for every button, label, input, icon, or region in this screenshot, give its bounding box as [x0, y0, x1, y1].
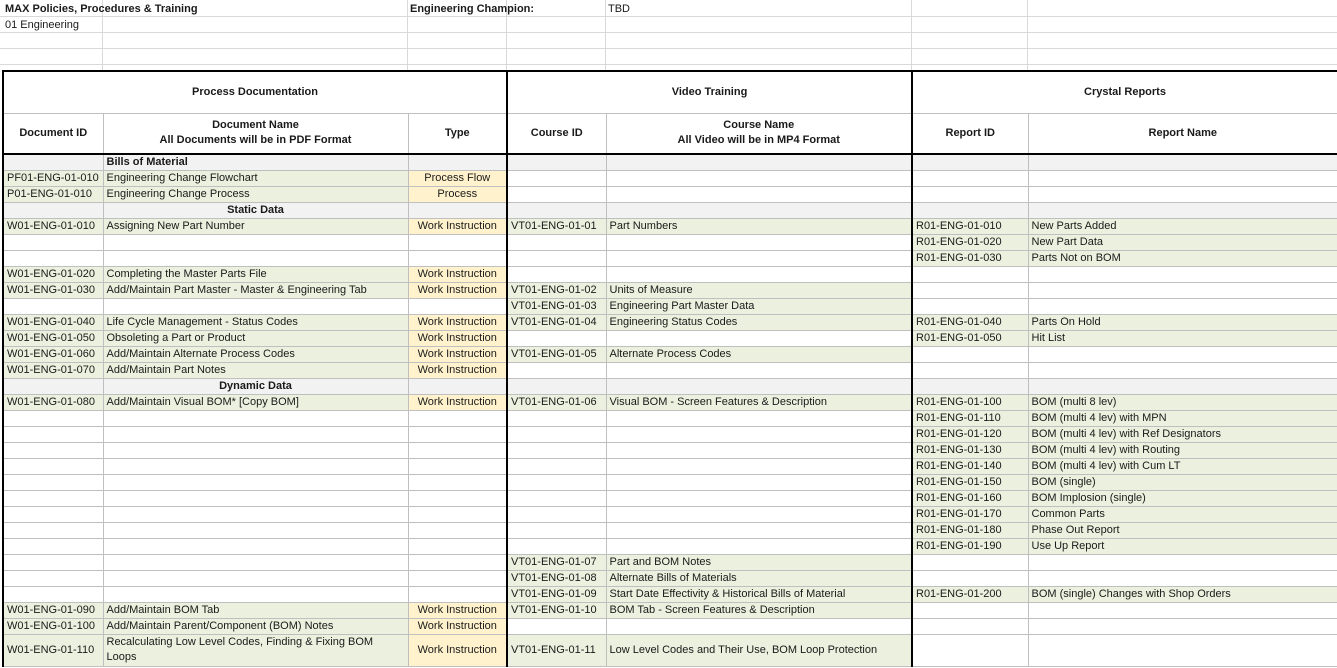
header-report-id[interactable]: Report ID [912, 113, 1028, 154]
group-row-bills-of-material [3, 154, 1337, 170]
course-id-cell[interactable] [507, 362, 606, 378]
report-name-cell[interactable] [1028, 266, 1337, 282]
table-row [3, 282, 1337, 298]
course-name-cell[interactable]: Units of Measure [606, 282, 912, 298]
table-row [3, 346, 1337, 362]
document-id-cell[interactable]: W01-ENG-01-010 [3, 218, 103, 234]
report-name-cell[interactable] [1028, 554, 1337, 570]
document-id-cell[interactable] [3, 298, 103, 314]
report-name-cell[interactable]: BOM Implosion (single) [1028, 490, 1337, 506]
table-row [3, 394, 1337, 410]
report-name-cell[interactable] [1028, 346, 1337, 362]
report-name-cell[interactable] [1028, 634, 1337, 666]
report-id-cell[interactable] [912, 618, 1028, 634]
document-id-cell[interactable] [3, 522, 103, 538]
empty-cell[interactable] [507, 154, 606, 170]
document-id-cell[interactable] [3, 458, 103, 474]
table-row [3, 522, 1337, 538]
report-name-cell[interactable] [1028, 170, 1337, 186]
empty-cell[interactable] [3, 154, 103, 170]
table-row [3, 330, 1337, 346]
report-id-cell[interactable] [912, 570, 1028, 586]
grid-row [0, 33, 1337, 49]
report-id-cell[interactable]: R01-ENG-01-140 [912, 458, 1028, 474]
empty-cell[interactable] [408, 154, 507, 170]
empty-cell[interactable] [1028, 154, 1337, 170]
document-id-cell[interactable] [3, 442, 103, 458]
course-id-cell[interactable] [507, 330, 606, 346]
document-id-cell[interactable]: W01-ENG-01-020 [3, 266, 103, 282]
document-name-cell[interactable] [103, 442, 408, 458]
document-id-cell[interactable] [3, 490, 103, 506]
course-name-cell[interactable] [606, 618, 912, 634]
document-id-cell[interactable]: W01-ENG-01-090 [3, 602, 103, 618]
course-name-cell[interactable] [606, 410, 912, 426]
course-id-cell[interactable] [507, 266, 606, 282]
course-name-cell[interactable] [606, 426, 912, 442]
type-cell[interactable] [408, 490, 507, 506]
document-name-cell[interactable] [103, 426, 408, 442]
table-row [3, 170, 1337, 186]
report-id-cell[interactable]: R01-ENG-01-130 [912, 442, 1028, 458]
type-cell[interactable] [408, 570, 507, 586]
document-id-cell[interactable] [3, 554, 103, 570]
document-name-cell[interactable]: Obsoleting a Part or Product [103, 330, 408, 346]
course-id-cell[interactable]: VT01-ENG-01-07 [507, 554, 606, 570]
course-name-cell[interactable]: Engineering Part Master Data [606, 298, 912, 314]
document-name-cell[interactable] [103, 506, 408, 522]
document-id-cell[interactable]: W01-ENG-01-030 [3, 282, 103, 298]
header-document-name[interactable] [103, 113, 408, 154]
document-id-cell[interactable]: W01-ENG-01-060 [3, 346, 103, 362]
type-cell[interactable]: Work Instruction [408, 394, 507, 410]
report-name-cell[interactable]: BOM (multi 4 lev) with Ref Designators [1028, 426, 1337, 442]
report-id-cell[interactable]: R01-ENG-01-150 [912, 474, 1028, 490]
document-id-cell[interactable] [3, 570, 103, 586]
course-name-cell[interactable] [606, 474, 912, 490]
header-course-name-line1: Course Name [723, 119, 795, 132]
course-id-cell[interactable] [507, 458, 606, 474]
document-name-cell[interactable] [103, 458, 408, 474]
course-id-cell[interactable] [507, 522, 606, 538]
document-id-cell[interactable] [3, 506, 103, 522]
type-cell[interactable]: Work Instruction [408, 346, 507, 362]
empty-cell[interactable] [408, 378, 507, 394]
table-row [3, 266, 1337, 282]
documentation-table [2, 70, 1337, 667]
empty-cell[interactable] [606, 378, 912, 394]
course-name-cell[interactable] [606, 538, 912, 554]
course-id-cell[interactable] [507, 234, 606, 250]
course-id-cell[interactable] [507, 426, 606, 442]
table-row [3, 234, 1337, 250]
grid-row [0, 17, 1337, 33]
document-id-cell[interactable]: PF01-ENG-01-010 [3, 170, 103, 186]
document-id-cell[interactable] [3, 474, 103, 490]
empty-cell[interactable] [1028, 202, 1337, 218]
empty-cell[interactable] [606, 202, 912, 218]
course-name-cell[interactable]: BOM Tab - Screen Features & Description [606, 602, 912, 618]
course-name-cell[interactable]: Low Level Codes and Their Use, BOM Loop Protection [606, 634, 912, 666]
report-id-cell[interactable]: R01-ENG-01-160 [912, 490, 1028, 506]
report-id-cell[interactable] [912, 554, 1028, 570]
course-id-cell[interactable]: VT01-ENG-01-10 [507, 602, 606, 618]
document-id-cell[interactable] [3, 426, 103, 442]
course-id-cell[interactable] [507, 410, 606, 426]
report-name-cell[interactable]: BOM (multi 8 lev) [1028, 394, 1337, 410]
champion-value[interactable]: TBD [608, 3, 630, 15]
report-name-cell[interactable] [1028, 282, 1337, 298]
type-cell[interactable]: Work Instruction [408, 602, 507, 618]
course-id-cell[interactable]: VT01-ENG-01-04 [507, 314, 606, 330]
document-name-cell[interactable]: Life Cycle Management - Status Codes [103, 314, 408, 330]
report-name-cell[interactable] [1028, 362, 1337, 378]
type-cell[interactable] [408, 298, 507, 314]
document-name-cell[interactable] [103, 490, 408, 506]
course-id-cell[interactable] [507, 490, 606, 506]
document-id-cell[interactable] [3, 538, 103, 554]
document-name-cell[interactable]: Completing the Master Parts File [103, 266, 408, 282]
report-name-cell[interactable]: BOM (single) [1028, 474, 1337, 490]
document-id-cell[interactable]: W01-ENG-01-100 [3, 618, 103, 634]
document-id-cell[interactable]: P01-ENG-01-010 [3, 186, 103, 202]
header-report-name[interactable]: Report Name [1028, 113, 1337, 154]
document-id-cell[interactable]: W01-ENG-01-110 [3, 634, 103, 666]
course-name-cell[interactable] [606, 522, 912, 538]
course-name-cell[interactable] [606, 362, 912, 378]
course-name-cell[interactable] [606, 490, 912, 506]
document-name-cell[interactable]: Engineering Change Process [103, 186, 408, 202]
empty-cell[interactable] [3, 378, 103, 394]
group-row-dynamic-data [3, 378, 1337, 394]
empty-cell[interactable] [912, 154, 1028, 170]
header-document-id[interactable]: Document ID [3, 113, 103, 154]
document-id-cell[interactable]: W01-ENG-01-080 [3, 394, 103, 410]
report-id-cell[interactable]: R01-ENG-01-110 [912, 410, 1028, 426]
grid-col [1027, 0, 1028, 70]
course-name-cell[interactable] [606, 506, 912, 522]
course-id-cell[interactable]: VT01-ENG-01-01 [507, 218, 606, 234]
course-name-cell[interactable]: Alternate Bills of Materials [606, 570, 912, 586]
report-name-cell[interactable] [1028, 298, 1337, 314]
document-name-cell[interactable] [103, 298, 408, 314]
table-row [3, 298, 1337, 314]
empty-cell[interactable] [912, 378, 1028, 394]
report-name-cell[interactable]: Parts On Hold [1028, 314, 1337, 330]
course-id-cell[interactable]: VT01-ENG-01-09 [507, 586, 606, 602]
course-name-cell[interactable] [606, 442, 912, 458]
group-row-static-data [3, 202, 1337, 218]
empty-cell[interactable] [3, 202, 103, 218]
type-cell[interactable]: Work Instruction [408, 266, 507, 282]
table-row [3, 458, 1337, 474]
type-cell[interactable] [408, 250, 507, 266]
report-id-cell[interactable]: R01-ENG-01-190 [912, 538, 1028, 554]
report-id-cell[interactable]: R01-ENG-01-120 [912, 426, 1028, 442]
report-id-cell[interactable]: R01-ENG-01-040 [912, 314, 1028, 330]
course-name-cell[interactable] [606, 266, 912, 282]
course-name-cell[interactable]: Start Date Effectivity & Historical Bills of Material [606, 586, 912, 602]
report-name-cell[interactable] [1028, 602, 1337, 618]
type-cell[interactable] [408, 458, 507, 474]
report-name-cell[interactable]: Common Parts [1028, 506, 1337, 522]
table-row [3, 618, 1337, 634]
type-cell[interactable]: Process Flow [408, 170, 507, 186]
course-name-cell[interactable] [606, 186, 912, 202]
header-course-name[interactable] [606, 113, 912, 154]
report-name-cell[interactable]: Phase Out Report [1028, 522, 1337, 538]
table-row [3, 362, 1337, 378]
type-cell[interactable] [408, 522, 507, 538]
empty-cell[interactable] [507, 202, 606, 218]
report-id-cell[interactable] [912, 266, 1028, 282]
report-name-cell[interactable] [1028, 570, 1337, 586]
table-row [3, 570, 1337, 586]
type-cell[interactable] [408, 538, 507, 554]
type-cell[interactable]: Work Instruction [408, 362, 507, 378]
course-id-cell[interactable] [507, 506, 606, 522]
report-name-cell[interactable] [1028, 186, 1337, 202]
document-name-cell[interactable] [103, 410, 408, 426]
report-id-cell[interactable]: R01-ENG-01-100 [912, 394, 1028, 410]
header-document-name-line2: All Documents will be in PDF Format [159, 134, 352, 147]
table-row [3, 410, 1337, 426]
sheet-subtitle[interactable]: 01 Engineering [5, 19, 80, 31]
course-id-cell[interactable] [507, 170, 606, 186]
header-course-id[interactable]: Course ID [507, 113, 606, 154]
table-row [3, 506, 1337, 522]
empty-cell[interactable] [408, 202, 507, 218]
course-id-cell[interactable] [507, 618, 606, 634]
course-name-cell[interactable]: Visual BOM - Screen Features & Description [606, 394, 912, 410]
header-course-name-line2: All Video will be in MP4 Format [677, 134, 840, 147]
course-id-cell[interactable] [507, 250, 606, 266]
report-name-cell[interactable] [1028, 618, 1337, 634]
course-id-cell[interactable]: VT01-ENG-01-02 [507, 282, 606, 298]
course-id-cell[interactable]: VT01-ENG-01-05 [507, 346, 606, 362]
empty-cell[interactable] [1028, 378, 1337, 394]
document-name-cell[interactable]: Add/Maintain Parent/Component (BOM) Notes [103, 618, 408, 634]
course-id-cell[interactable]: VT01-ENG-01-03 [507, 298, 606, 314]
document-name-cell[interactable] [103, 474, 408, 490]
table-row [3, 426, 1337, 442]
course-name-cell[interactable] [606, 234, 912, 250]
course-id-cell[interactable] [507, 474, 606, 490]
section-header-row [3, 71, 1337, 113]
table-row [3, 442, 1337, 458]
report-id-cell[interactable]: R01-ENG-01-030 [912, 250, 1028, 266]
grid-row [0, 49, 1337, 65]
table-row [3, 314, 1337, 330]
report-name-cell[interactable]: BOM (multi 4 lev) with MPN [1028, 410, 1337, 426]
table-row [3, 250, 1337, 266]
grid-col [605, 0, 606, 70]
table-row [3, 554, 1337, 570]
report-id-cell[interactable] [912, 602, 1028, 618]
type-cell[interactable]: Work Instruction [408, 330, 507, 346]
type-cell[interactable]: Work Instruction [408, 314, 507, 330]
section-video-training[interactable]: Video Training [507, 71, 912, 113]
header-type[interactable]: Type [408, 113, 507, 154]
type-cell[interactable] [408, 442, 507, 458]
sheet-title[interactable]: MAX Policies, Procedures & Training [5, 3, 198, 15]
report-id-cell[interactable]: R01-ENG-01-020 [912, 234, 1028, 250]
course-name-cell[interactable]: Alternate Process Codes [606, 346, 912, 362]
report-name-cell[interactable]: Use Up Report [1028, 538, 1337, 554]
report-name-cell[interactable]: BOM (single) Changes with Shop Orders [1028, 586, 1337, 602]
grid-col [407, 0, 408, 70]
empty-cell[interactable] [606, 154, 912, 170]
document-name-cell[interactable]: Assigning New Part Number [103, 218, 408, 234]
course-name-cell[interactable]: Part and BOM Notes [606, 554, 912, 570]
document-id-cell[interactable]: W01-ENG-01-040 [3, 314, 103, 330]
document-name-cell[interactable]: Add/Maintain Part Master - Master & Engineering Tab [103, 282, 408, 298]
course-id-cell[interactable] [507, 442, 606, 458]
report-id-cell[interactable] [912, 186, 1028, 202]
document-name-cell[interactable] [103, 554, 408, 570]
document-id-cell[interactable] [3, 250, 103, 266]
type-cell[interactable] [408, 506, 507, 522]
grid-col [911, 0, 912, 70]
document-name-cell[interactable]: Add/Maintain Alternate Process Codes [103, 346, 408, 362]
document-name-cell[interactable] [103, 586, 408, 602]
header-document-name-line1: Document Name [212, 119, 299, 132]
report-id-cell[interactable]: R01-ENG-01-170 [912, 506, 1028, 522]
report-name-cell[interactable]: Parts Not on BOM [1028, 250, 1337, 266]
type-cell[interactable]: Work Instruction [408, 618, 507, 634]
report-id-cell[interactable]: R01-ENG-01-180 [912, 522, 1028, 538]
course-id-cell[interactable]: VT01-ENG-01-08 [507, 570, 606, 586]
type-cell[interactable]: Process [408, 186, 507, 202]
document-name-cell[interactable] [103, 522, 408, 538]
report-id-cell[interactable] [912, 298, 1028, 314]
table-row [3, 474, 1337, 490]
document-name-cell[interactable]: Add/Maintain Visual BOM* [Copy BOM] [103, 394, 408, 410]
type-cell[interactable] [408, 554, 507, 570]
document-name-cell[interactable]: Engineering Change Flowchart [103, 170, 408, 186]
course-name-cell[interactable]: Part Numbers [606, 218, 912, 234]
document-id-cell[interactable]: W01-ENG-01-050 [3, 330, 103, 346]
type-cell[interactable]: Work Instruction [408, 634, 507, 666]
document-name-cell[interactable] [103, 234, 408, 250]
course-id-cell[interactable]: VT01-ENG-01-06 [507, 394, 606, 410]
grid-row [0, 0, 1337, 17]
report-id-cell[interactable]: R01-ENG-01-010 [912, 218, 1028, 234]
table-row [3, 218, 1337, 234]
table-row [3, 490, 1337, 506]
type-cell[interactable]: Work Instruction [408, 282, 507, 298]
report-id-cell[interactable] [912, 170, 1028, 186]
course-name-cell[interactable]: Engineering Status Codes [606, 314, 912, 330]
document-name-cell[interactable] [103, 570, 408, 586]
table-row [3, 538, 1337, 554]
document-id-cell[interactable] [3, 586, 103, 602]
report-id-cell[interactable] [912, 282, 1028, 298]
course-id-cell[interactable] [507, 186, 606, 202]
group-label[interactable]: Static Data [103, 202, 408, 218]
document-name-cell[interactable] [103, 538, 408, 554]
report-name-cell[interactable]: BOM (multi 4 lev) with Routing [1028, 442, 1337, 458]
document-id-cell[interactable] [3, 410, 103, 426]
type-cell[interactable] [408, 234, 507, 250]
report-id-cell[interactable] [912, 634, 1028, 666]
report-id-cell[interactable]: R01-ENG-01-200 [912, 586, 1028, 602]
report-id-cell[interactable] [912, 362, 1028, 378]
type-cell[interactable]: Work Instruction [408, 218, 507, 234]
document-name-cell[interactable]: Add/Maintain BOM Tab [103, 602, 408, 618]
course-name-cell[interactable] [606, 458, 912, 474]
empty-cell[interactable] [912, 202, 1028, 218]
course-id-cell[interactable] [507, 538, 606, 554]
course-name-cell[interactable] [606, 330, 912, 346]
empty-cell[interactable] [507, 378, 606, 394]
column-header-row [3, 113, 1337, 154]
type-cell[interactable] [408, 426, 507, 442]
report-id-cell[interactable]: R01-ENG-01-050 [912, 330, 1028, 346]
section-process-documentation[interactable]: Process Documentation [3, 71, 507, 113]
section-crystal-reports[interactable]: Crystal Reports [912, 71, 1337, 113]
report-name-cell[interactable]: New Part Data [1028, 234, 1337, 250]
report-name-cell[interactable]: BOM (multi 4 lev) with Cum LT [1028, 458, 1337, 474]
type-cell[interactable] [408, 474, 507, 490]
type-cell[interactable] [408, 410, 507, 426]
table-row [3, 586, 1337, 602]
document-id-cell[interactable]: W01-ENG-01-070 [3, 362, 103, 378]
document-id-cell[interactable] [3, 234, 103, 250]
table-row [3, 186, 1337, 202]
report-name-cell[interactable]: New Parts Added [1028, 218, 1337, 234]
table-row [3, 602, 1337, 618]
type-cell[interactable] [408, 586, 507, 602]
table-row [3, 634, 1337, 666]
report-id-cell[interactable] [912, 346, 1028, 362]
document-name-cell[interactable] [103, 250, 408, 266]
champion-label[interactable]: Engineering Champion: [410, 3, 535, 15]
group-label[interactable]: Bills of Material [103, 154, 408, 170]
document-name-cell[interactable]: Recalculating Low Level Codes, Finding & Fixing BOM Loops [103, 634, 408, 666]
document-name-cell[interactable]: Add/Maintain Part Notes [103, 362, 408, 378]
course-name-cell[interactable] [606, 170, 912, 186]
report-name-cell[interactable]: Hit List [1028, 330, 1337, 346]
sheet-header-area [0, 0, 1337, 70]
group-label[interactable]: Dynamic Data [103, 378, 408, 394]
course-id-cell[interactable]: VT01-ENG-01-11 [507, 634, 606, 666]
course-name-cell[interactable] [606, 250, 912, 266]
